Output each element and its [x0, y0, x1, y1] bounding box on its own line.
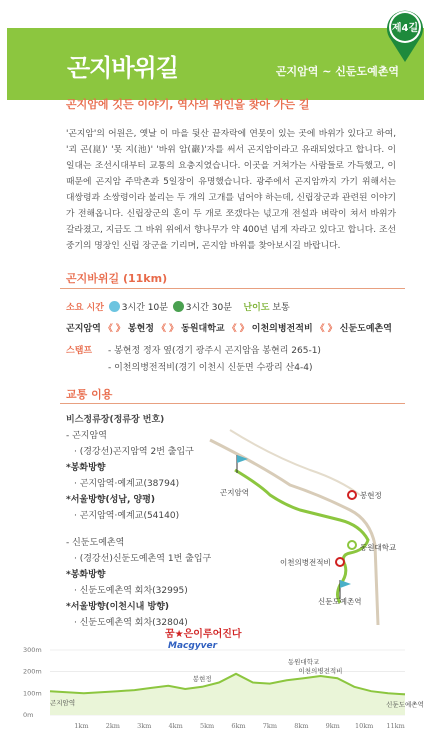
- map-label: 동원대학교: [360, 543, 397, 552]
- intro-paragraph: '곤지암'의 어원은, 옛날 이 마을 뒷산 끝자락에 연못이 있는 곳에 바위가 있다고 하여, '괴 곤(崑)' '못 지(池)' '바위 암(巖)'자를 써서 곤지암이라고 유래되었다고 합니다. 이 일대는 조선시대부터 교통의 요충지였습니다. 이곳을 거쳐가는 사람들로 가득했고, 이 때문에 곤지암 주막촌과 5일장이 유명했습니다. 광주에서 곤지암까지 가기 위해서는 대쌍령과 소쌍령이라 불리는 두 개의 고개를 넘어야 하는데, 신립장군과 관련된 이야기가 전해옵니다. 신립장군의 혼이 두 개로 쪼갰다는 넋고개 전설과 벼락이 쳐서 바위가 갈라졌고, 지금도 그 바위 위에서 향나무가 약 400년 넘게 자라고 있다고 합니다. 조선 중기의 명장인 신립 장군을 기리며, 곤지암 바위를 찾아보시길 바랍니다.: [66, 129, 396, 251]
- x-tick-label: 7km: [262, 722, 278, 730]
- y-tick-label: 0m: [23, 711, 34, 719]
- difficulty-value: 보통: [272, 303, 290, 313]
- x-tick-label: 6km: [231, 722, 246, 730]
- bus-line: - 곤지암역: [66, 431, 107, 441]
- map-label: 봉현정: [360, 491, 382, 500]
- arrow-icon: 《 》: [103, 324, 125, 334]
- x-tick-label: 8km: [294, 722, 309, 730]
- time-label: 소요 시간: [66, 303, 104, 313]
- header-banner: [7, 28, 424, 100]
- y-tick-label: 300m: [23, 646, 42, 654]
- x-tick-label: 5km: [199, 722, 215, 730]
- arrow-icon: 《 》: [227, 324, 249, 334]
- route-map: [200, 425, 420, 625]
- bus-line: · (경강선)신둔도예촌역 1번 출입구: [74, 554, 212, 564]
- map-marker-icon: [336, 558, 344, 566]
- elevation-area: [50, 674, 405, 715]
- time-row: [66, 300, 290, 313]
- divider: [60, 288, 405, 289]
- x-tick-label: 4km: [168, 722, 183, 730]
- stop-0: 곤지암역: [66, 324, 101, 334]
- arrow-icon: 《 》: [157, 324, 179, 334]
- elevation-profile: [20, 640, 424, 735]
- stop-2: 동원대학교: [181, 324, 225, 334]
- profile-label: 동원대학교: [287, 658, 320, 667]
- y-tick-label: 100m: [23, 689, 42, 698]
- map-label: 신둔도예촌역: [318, 597, 362, 606]
- badge-label: 제4길: [391, 23, 419, 34]
- stops-row: [66, 321, 392, 334]
- bike-time: 3시간 30분: [185, 303, 232, 313]
- arrow-icon: 《 》: [315, 324, 337, 334]
- map-label: 이천의병전적비: [280, 558, 331, 567]
- stamp-line-0: - 봉현정 정자 옆(경기 광주시 곤지암읍 봉현리 265-1): [108, 346, 321, 356]
- bus-line: *서울방향(이천시내 방향): [66, 602, 170, 612]
- profile-label: 신둔도예촌역: [386, 700, 424, 709]
- x-tick-label: 11km: [386, 722, 405, 730]
- x-tick-label: 2km: [105, 722, 120, 730]
- stop-4: 신둔도예촌역: [339, 324, 392, 334]
- bus-heading: 비스정류장(정류장 번호): [66, 415, 165, 425]
- x-tick-label: 10km: [354, 722, 374, 730]
- map-label: 곤지암역: [220, 488, 249, 497]
- bus-line: - 신둔도예촌역: [66, 538, 125, 548]
- watermark: 꿈★은이루어진다: [165, 629, 242, 640]
- stamp-line-1: - 이천의병전적비(경기 이천시 신둔면 수광리 산4-4): [108, 363, 313, 373]
- subtitle: 곤지암에 깃든 이야기, 역사의 위인을 찾아 가는 길: [66, 98, 310, 111]
- x-tick-label: 1km: [74, 722, 89, 730]
- walk-icon: [109, 301, 120, 312]
- x-tick-label: 3km: [137, 722, 152, 730]
- stop-3: 이천의병전적비: [251, 324, 313, 334]
- page-title: 곤지바위길: [67, 54, 178, 82]
- stamp-label: 스탬프: [66, 346, 93, 356]
- bus-line: · 곤지암역·예계교(54140): [74, 511, 180, 521]
- bus-line: · 신둔도예촌역 회차(32804): [74, 618, 188, 628]
- bus-line: · 곤지암역·예계교(38794): [74, 479, 180, 489]
- course-heading: 곤지바위길 (11km): [66, 272, 168, 285]
- watermark-logo: Macgyver: [168, 641, 218, 651]
- stop-1: 봉현정: [127, 324, 155, 334]
- bus-line: · (경강선)곤지암역 2번 출입구: [74, 447, 194, 457]
- walk-time: 3시간 10분: [121, 303, 168, 313]
- profile-label: 이천의병전적비: [298, 667, 343, 675]
- bus-line: *봉화방향: [66, 570, 106, 580]
- transport-heading: 교통 이용: [66, 388, 113, 401]
- bus-line: *봉화방향: [66, 463, 106, 473]
- y-tick-label: 200m: [23, 667, 42, 676]
- map-marker-icon: [348, 541, 356, 549]
- map-marker-icon: [348, 491, 356, 499]
- divider: [60, 403, 405, 404]
- badge-pin-icon: [383, 6, 427, 64]
- route-label: 곤지암역 ~ 신둔도예촌역: [275, 65, 399, 78]
- bike-icon: [173, 301, 184, 312]
- difficulty-label: 난이도: [243, 303, 270, 313]
- x-tick-label: 9km: [325, 722, 340, 730]
- profile-label: 곤지암역: [50, 699, 76, 708]
- bus-line: *서울방향(성남, 양평): [66, 495, 156, 505]
- profile-label: 봉현정: [192, 674, 212, 683]
- bus-line: · 신둔도예촌역 회차(32995): [74, 586, 188, 596]
